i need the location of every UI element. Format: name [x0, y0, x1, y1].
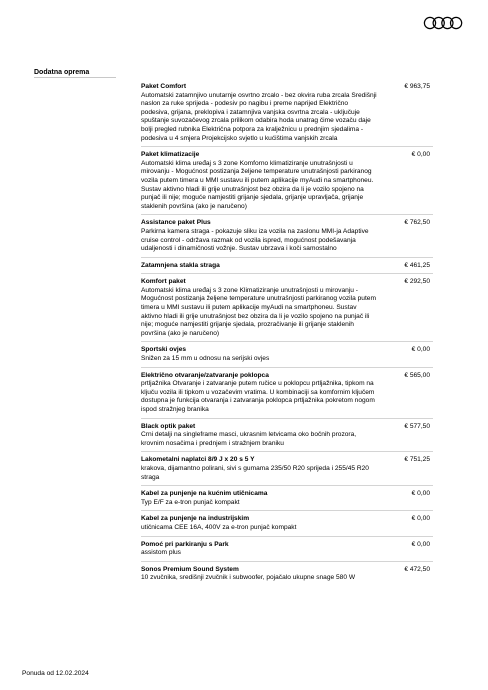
equipment-item-name: Kabel za punjenje na kućnim utičnicama	[141, 490, 268, 498]
equipment-item	[141, 423, 433, 453]
equipment-item-name: Sonos Premium Sound System	[141, 565, 239, 573]
equipment-item	[141, 456, 433, 486]
equipment-item-name: Električno otvaranje/zatvaranje poklopca	[141, 371, 269, 379]
section-title: Dodatna oprema	[34, 69, 90, 76]
equipment-item-price: € 751,25	[404, 456, 430, 464]
audi-rings-icon	[423, 16, 463, 30]
equipment-item	[141, 346, 433, 367]
equipment-item	[141, 83, 433, 147]
equipment-item-description: Automatski zatamnjivo unutarnje osvrtno zrcalo - bez okvira ruba zrcala Središnji naslon za ruke sprijeda - podesiv po nagibu i preme naprijed Električno podesiva, grijana, preklopiva i zatamnjiva vanjska osvrtna zrcala - uključuje spuštanje suvozačevog zrcala prilikom odabira hoda unatrag čime vozaču daje bolji pregled rubnika Električna potpora za kralježnicu u prednjim sjedalima - podesiva u 4 smjera Projekcijsko svjetlo u kućištima vanjskih zrcala	[141, 91, 377, 142]
equipment-item-description: krakova, dijamantno polirani, sivi s gumama 235/50 R20 sprijeda i 255/45 R20 straga	[141, 464, 369, 481]
equipment-item-description: Typ E/F za e-tron punjač kompakt	[141, 498, 240, 506]
equipment-item-description: 10 zvučnika, središnji zvučnik i subwoofer, pojačalo ukupne snage 580 W	[141, 574, 356, 582]
equipment-item	[141, 490, 433, 511]
equipment-item-price: € 0,00	[411, 515, 430, 523]
equipment-item-description: Snižen za 15 mm u odnosu na serijski ovjes	[141, 355, 270, 363]
equipment-item-description: Parkirna kamera straga - pokazuje sliku iza vozila na zaslonu MMI-ja Adaptive cruise control - održava razmak od vozila ispred, mogućnost podešavanja udaljenosti i dinamičnosti vožnje. Sustav ubrzava i koči samostalno	[141, 227, 369, 253]
equipment-item-description: utičnicama CEE 16A, 400V za e-tron punjač kompakt	[141, 523, 297, 531]
offer-date-footer: Ponuda od 12.02.2024	[22, 670, 89, 677]
equipment-item-price: € 565,00	[404, 371, 430, 379]
equipment-item-name: Lakometalni naplatci 8/9 J x 20 s 5 Y	[141, 456, 255, 464]
equipment-item	[141, 262, 433, 275]
equipment-item-price: € 461,25	[404, 261, 430, 269]
equipment-item-price: € 762,50	[404, 219, 430, 227]
equipment-item-name: Paket klimatizacije	[141, 151, 200, 159]
equipment-item-name: Kabel za punjenje na industrijskim	[141, 515, 250, 523]
equipment-item	[141, 151, 433, 215]
equipment-item-name: Komfort paket	[141, 278, 186, 286]
equipment-item-name: Pomoć pri parkiranju s Park	[141, 540, 229, 548]
equipment-item-price: € 0,00	[411, 490, 430, 498]
equipment-item-description: Automatski klima uređaj s 3 zone Klimatiziranje unutrašnjosti u mirovanju - Mogućnost postizanja željene temperature unutrašnjosti parkiranog vozila putem timera u MMI sustavu ili putem aplikacije myAudi na smartphoneu. Sustav aktivno hladi ili grije unutrašnjost bez obzira da li je vozilo spojeno na punjač ili nije; moguće namjestiti grijanje sjedala, prozračivanje ili grijanje staklenih površina (ako je naručeno)	[141, 286, 376, 337]
equipment-item-name: Sportski ovjes	[141, 346, 187, 354]
equipment-item-price: € 577,50	[404, 422, 430, 430]
equipment-item	[141, 541, 433, 562]
equipment-item-description: Crni detalji na singleframe masci, ukrasnim letvicama oko bočnih prozora, krovnim nosačima i prednjem i stražnjem braniku	[141, 431, 357, 447]
equipment-item	[141, 278, 433, 342]
equipment-item-name: Zatamnjena stakla straga	[141, 261, 220, 269]
equipment-item	[141, 566, 433, 586]
equipment-list	[141, 83, 433, 590]
equipment-item	[141, 219, 433, 257]
equipment-item-price: € 292,50	[404, 278, 430, 286]
equipment-item	[141, 515, 433, 536]
equipment-item-description: Automatski klima uređaj s 3 zone Komforno klimatiziranje unutrašnjosti u mirovanju - Mogućnost postizanja željene temperature unutrašnjosti parkiranog vozila putem timera u MMI sustavu ili putem aplikacije myAudi na smartphoneu. Sustav aktivno hladi ili grije unutrašnjost bez obzira da li je vozilo spojeno na punjač ili nije; moguće namjestiti grijanje sjedala, grijanje upravljača, grijanje staklenih površina (ako je naručeno)	[141, 159, 374, 210]
equipment-item-price: € 0,00	[411, 151, 430, 159]
equipment-item-price: € 963,75	[404, 83, 430, 90]
equipment-item-description: assistom plus	[141, 549, 181, 557]
equipment-item-name: Black optik paket	[141, 422, 196, 430]
equipment-item-description: prtljažnika Otvaranje i zatvaranje putem ručice u poklopcu prtljažnika, tipkom na ključu vozila ili tipkom u vozačevim vratima. U kombinaciji sa komfornim ključem dostupna je funkcija otvaranja i zatvaranja poklopca prtljažnika pokretom nogom ispod stražnjeg branika	[141, 380, 375, 413]
equipment-item-name: Assistance paket Plus	[141, 219, 211, 227]
equipment-item	[141, 372, 433, 419]
equipment-item-name: Paket Comfort	[141, 83, 187, 90]
equipment-item-price: € 0,00	[411, 540, 430, 548]
equipment-item-price: € 0,00	[411, 346, 430, 354]
equipment-item-price: € 472,50	[404, 565, 430, 573]
section-divider	[34, 77, 116, 78]
